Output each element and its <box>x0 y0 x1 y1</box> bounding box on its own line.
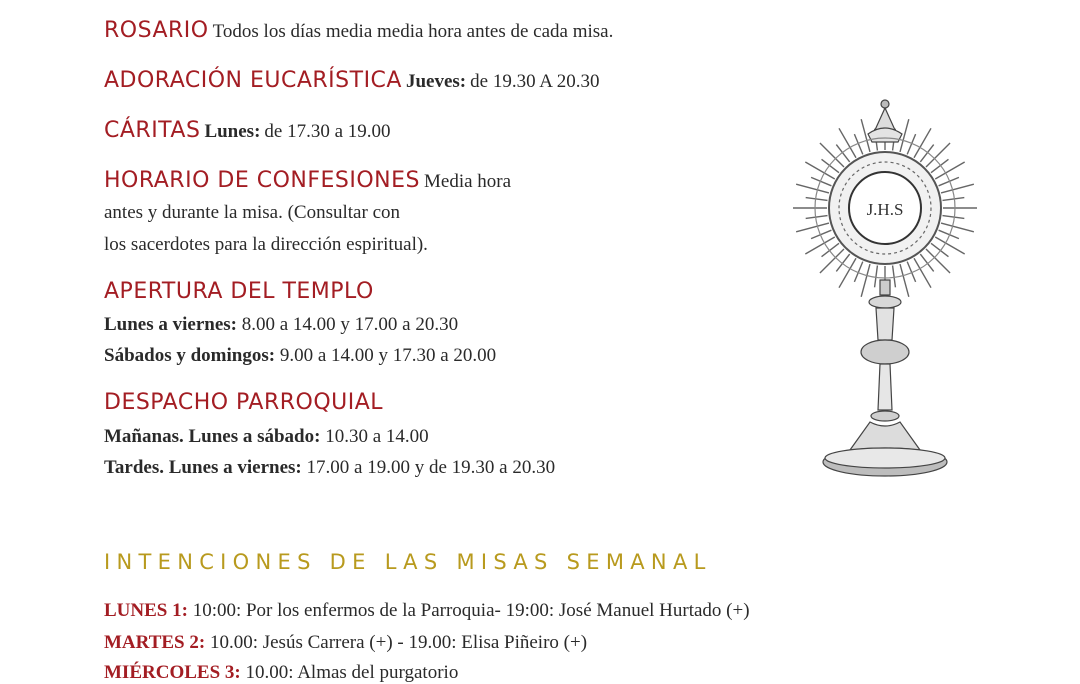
intenciones-title: INTENCIONES DE LAS MISAS SEMANAL <box>104 550 712 574</box>
caritas-title: CÁRITAS <box>104 118 201 143</box>
despacho-row-label: Tardes. Lunes a viernes: <box>104 457 302 478</box>
despacho-row <box>104 457 555 479</box>
intencion-text: 10.00: Almas del purgatorio <box>245 662 459 683</box>
apertura-row-label: Sábados y domingos: <box>104 345 276 366</box>
intencion-day: MARTES 2: <box>104 632 206 653</box>
monstrance-illustration <box>780 90 990 490</box>
intencion-row <box>104 600 750 622</box>
adoracion-text: de 19.30 A 20.30 <box>470 71 600 92</box>
intencion-row <box>104 632 587 654</box>
apertura-row-text: 8.00 a 14.00 y 17.00 a 20.30 <box>241 314 459 335</box>
intencion-day: MIÉRCOLES 3: <box>104 662 241 683</box>
rosario-title: ROSARIO <box>104 18 209 43</box>
monstrance-inscription: J.H.S <box>866 200 904 219</box>
apertura-row <box>104 314 458 336</box>
intencion-text: 10.00: Jesús Carrera (+) - 19.00: Elisa Piñeiro (+) <box>209 632 588 653</box>
adoracion-title: ADORACIÓN EUCARÍSTICA <box>104 68 402 93</box>
apertura-row-label: Lunes a viernes: <box>104 314 237 335</box>
intencion-day: LUNES 1: <box>104 600 188 621</box>
intencion-text: 10:00: Por los enfermos de la Parroquia- 19:00: José Manuel Hurtado (+) <box>192 600 750 621</box>
adoracion-line <box>104 68 599 93</box>
despacho-row-text: 10.30 a 14.00 <box>325 426 429 447</box>
confesiones-text-1: Media hora <box>424 171 512 192</box>
despacho-row <box>104 426 429 448</box>
caritas-day: Lunes: <box>204 121 261 142</box>
apertura-title: APERTURA DEL TEMPLO <box>104 279 374 304</box>
confesiones-text-2: antes y durante la misa. (Consultar con <box>104 202 401 223</box>
adoracion-day: Jueves: <box>405 71 467 92</box>
apertura-row-text: 9.00 a 14.00 y 17.30 a 20.00 <box>279 345 497 366</box>
despacho-title: DESPACHO PARROQUIAL <box>104 390 384 415</box>
monstrance-icon <box>780 90 990 490</box>
rosario-line <box>104 18 613 43</box>
despacho-row-text: 17.00 a 19.00 y de 19.30 a 20.30 <box>306 457 556 478</box>
confesiones-title: HORARIO DE CONFESIONES <box>104 168 421 193</box>
confesiones-text-3: los sacerdotes para la dirección espiritual). <box>104 234 428 255</box>
intencion-row <box>104 662 458 684</box>
caritas-line <box>104 118 391 143</box>
rosario-text: Todos los días media media hora antes de cada misa. <box>212 21 614 42</box>
caritas-text: de 17.30 a 19.00 <box>264 121 391 142</box>
confesiones-line1 <box>104 168 511 193</box>
apertura-row <box>104 345 496 367</box>
despacho-row-label: Mañanas. Lunes a sábado: <box>104 426 321 447</box>
